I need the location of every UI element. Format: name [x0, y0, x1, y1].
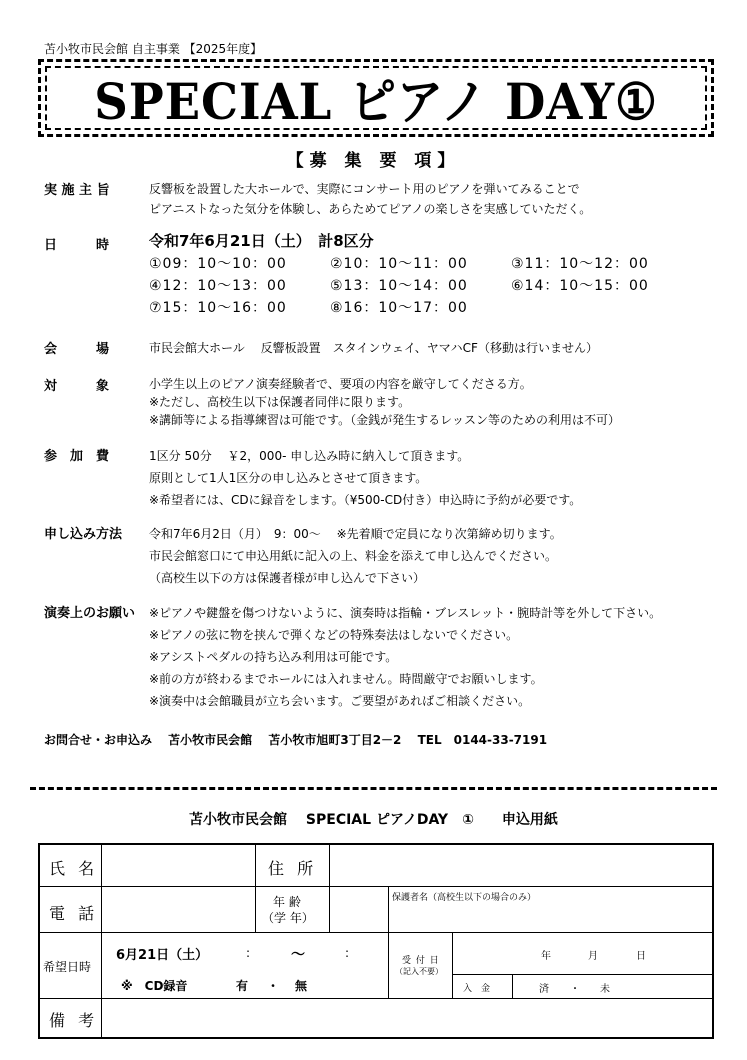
text-line: 1区分 50分 ￥2，000- 申し込み時に納入して頂きます。 — [149, 449, 470, 463]
section-label: 参 加 費 — [44, 449, 110, 464]
cd-yes-option[interactable]: 有 — [236, 979, 249, 993]
recruitment-heading: 【募 集 要 項】 — [286, 151, 461, 171]
text-line: 市民会館大ホール 反響板設置 スタインウェイ、ヤマハCF（移動は行いません） — [149, 341, 598, 355]
text-line: 反響板を設置した大ホールで、実際にコンサート用のピアノを弾いてみることで — [149, 182, 580, 196]
time-slot: ⑥14：10～15：00 — [511, 278, 649, 294]
row-divider — [40, 932, 712, 933]
form-title: 苫小牧市民会館 SPECIAL ピアノDAY ① 申込用紙 — [189, 812, 558, 828]
received-note: （記入不要） — [395, 967, 443, 976]
section-body — [149, 179, 591, 219]
text-line: 原則として1人1区分の申し込みとさせて頂きます。 — [149, 471, 428, 485]
phone-label: 電 話 — [49, 904, 99, 923]
remarks-label: 備 考 — [49, 1011, 99, 1030]
section-body — [149, 338, 598, 358]
section-body — [149, 375, 620, 429]
col-divider — [388, 886, 389, 998]
title-frame — [38, 59, 714, 137]
text-line: ※講師等による指導練習は可能です。（金銭が発生するレッスン等のための利用は不可） — [149, 413, 620, 427]
name-label: 氏 名 — [49, 859, 99, 878]
time-range-tilde: ～ — [291, 947, 305, 963]
slot-row — [149, 275, 692, 297]
time-slot: ⑧16：10～17：00 — [330, 300, 468, 316]
text-line: 小学生以上のピアノ演奏経験者で、要項の内容を厳守してくださる方。 — [149, 377, 532, 391]
time-slot: ③11：10～12：00 — [511, 256, 649, 272]
slot-row — [149, 297, 692, 319]
time-slot: ②10：10～11：00 — [330, 256, 468, 272]
section-label: 対 象 — [44, 379, 110, 394]
row-divider — [40, 886, 712, 887]
time-separator: : — [345, 946, 350, 960]
text-line: ※アシストペダルの持ち込み利用は可能です。 — [149, 650, 398, 664]
time-slots — [149, 253, 692, 316]
text-line: ※ピアノの弦に物を挟んで弾くなどの特殊奏法はしないでください。 — [149, 628, 519, 642]
text-line: 市民会館窓口にて申込用紙に記入の上、料金を添えて申し込んでください。 — [149, 549, 558, 563]
section-body — [149, 602, 661, 712]
time-slot: ⑤13：10～14：00 — [330, 278, 468, 294]
cd-option-separator: ・ — [267, 979, 280, 993]
application-form — [38, 843, 714, 1039]
section-body — [149, 229, 692, 316]
text-line: 令和7年6月2日（月） 9：00～ ※先着順で定員になり次第締め切ります。 — [149, 527, 562, 541]
slot-row — [149, 253, 692, 275]
section-label: 日 時 — [44, 238, 110, 253]
unpaid-option[interactable]: 未 — [600, 984, 610, 995]
desired-date: 6月21日（土） — [116, 948, 209, 963]
address-label: 住 所 — [268, 859, 318, 878]
section-label: 演奏上のお願い — [44, 606, 136, 621]
time-slot: ⑦15：10～16：00 — [149, 300, 287, 316]
year-label: 年 — [541, 951, 551, 962]
cut-line — [30, 787, 717, 790]
guardian-field[interactable] — [392, 903, 708, 929]
section-body — [149, 445, 581, 511]
event-date: 令和7年6月21日（土） 計8区分 — [149, 232, 374, 250]
text-line: ※演奏中は会館職員が立ち会います。ご要望があればご相談ください。 — [149, 694, 531, 708]
time-separator: : — [246, 946, 251, 960]
cd-no-option[interactable]: 無 — [295, 979, 308, 993]
name-field[interactable] — [104, 847, 252, 883]
col-divider — [452, 932, 453, 998]
section-label: 会 場 — [44, 342, 110, 357]
title-inner-frame — [45, 66, 707, 130]
text-line: ※ピアノや鍵盤を傷つけないように、演奏時は指輪・ブレスレット・腕時計等を外して下さい。 — [149, 606, 662, 620]
section-label: 実 施 主 旨 — [44, 183, 110, 198]
col-divider — [255, 845, 256, 932]
payment-label: 入 金 — [463, 984, 491, 994]
phone-field[interactable] — [104, 889, 252, 929]
col-divider — [101, 845, 102, 1037]
page-title: SPECIAL ピアノ DAY① — [94, 72, 658, 131]
remarks-field[interactable] — [104, 1001, 708, 1035]
cd-recording-label: ※ CD録音 — [121, 979, 188, 993]
text-line: （高校生以下の方は保護者様が申し込んで下さい） — [149, 571, 426, 585]
grade-label: （学 年） — [262, 911, 314, 925]
desired-label: 希望日時 — [43, 960, 92, 974]
section-label: 申し込み方法 — [44, 527, 123, 542]
text-line: ピアニストなった気分を体験し、あらためてピアノの楽しさを実感していただく。 — [149, 202, 592, 216]
row-divider — [40, 998, 712, 999]
text-line: ※ただし、高校生以下は保護者同伴に限ります。 — [149, 395, 411, 409]
section-body — [149, 523, 562, 589]
address-field[interactable] — [332, 847, 708, 883]
payment-separator: ・ — [570, 984, 580, 995]
col-divider — [512, 974, 513, 998]
age-field[interactable] — [332, 889, 386, 929]
organizer-line: 苫小牧市民会館 自主事業 【2025年度】 — [44, 42, 263, 56]
day-label: 日 — [636, 951, 646, 962]
row-divider — [452, 974, 712, 975]
age-label: 年 齢 — [273, 895, 301, 909]
guardian-label: 保護者名（高校生以下の場合のみ） — [392, 893, 537, 903]
received-date-label: 受 付 日 — [402, 956, 440, 966]
text-line: ※前の方が終わるまでホールには入れません。時間厳守でお願いします。 — [149, 672, 543, 686]
paid-option[interactable]: 済 — [539, 984, 549, 995]
month-label: 月 — [588, 951, 598, 962]
col-divider — [329, 845, 330, 932]
time-slot: ④12：10～13：00 — [149, 278, 287, 294]
text-line: ※希望者には、CDに録音をします。（¥500-CD付き）申込時に予約が必要です。 — [149, 493, 582, 507]
time-slot: ①09：10～10：00 — [149, 256, 287, 272]
contact-line: お問合せ・お申込み 苫小牧市民会館 苫小牧市旭町3丁目2－2 TEL 0144-33-7191 — [44, 733, 548, 747]
